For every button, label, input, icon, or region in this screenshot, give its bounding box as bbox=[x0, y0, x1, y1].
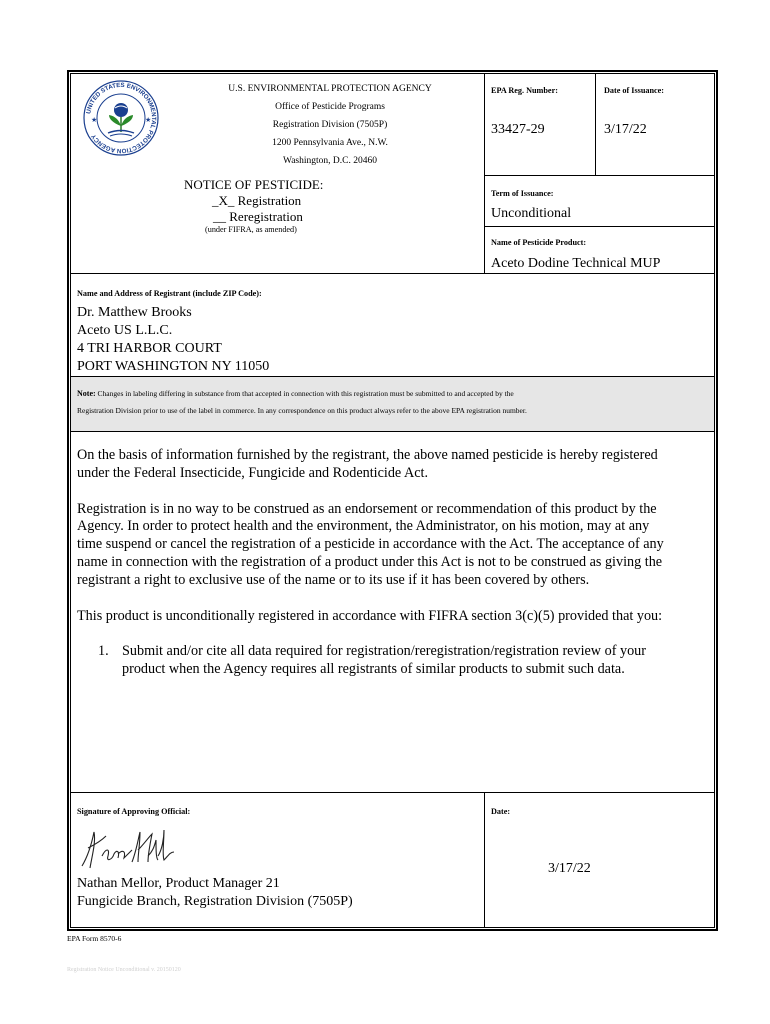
registrant-top-line bbox=[71, 273, 715, 274]
header-divider bbox=[484, 73, 485, 273]
note-label: Note: bbox=[77, 389, 96, 398]
registration-mark: _X_ bbox=[212, 193, 235, 208]
handwritten-signature bbox=[78, 826, 178, 874]
note-line-1 bbox=[77, 389, 514, 398]
date-label: Date: bbox=[491, 807, 511, 816]
svg-text:★: ★ bbox=[145, 116, 152, 124]
date-value: 3/17/22 bbox=[548, 861, 591, 876]
product-value: Aceto Dodine Technical MUP bbox=[491, 256, 661, 271]
registration-label: Registration bbox=[237, 193, 302, 208]
issuance-date-value: 3/17/22 bbox=[604, 122, 647, 137]
registrant-city: PORT WASHINGTON NY 11050 bbox=[77, 359, 270, 374]
product-label: Name of Pesticide Product: bbox=[491, 238, 587, 247]
form-version-watermark: Registration Notice Unconditional v. 20150120 bbox=[67, 967, 181, 973]
agency-name: U.S. ENVIRONMENTAL PROTECTION AGENCY bbox=[228, 84, 432, 94]
list-item-line-1: Submit and/or cite all data required for registration/reregistration/registration review of your bbox=[122, 643, 646, 659]
product-top-line bbox=[484, 226, 715, 227]
term-top-line bbox=[484, 175, 715, 176]
reg-number-value: 33427-29 bbox=[491, 122, 545, 137]
body-p2-line-3: time suspend or cancel the registration of a pesticide in accordance with the Act. The acceptance of any bbox=[77, 536, 664, 552]
registrant-label: Name and Address of Registrant (include ZIP Code): bbox=[77, 289, 262, 298]
svg-text:★: ★ bbox=[91, 116, 98, 124]
signature-top-line bbox=[71, 792, 715, 793]
signature-date-divider bbox=[484, 792, 485, 928]
reregistration-mark: __ bbox=[213, 209, 226, 224]
note-line-2: Registration Division prior to use of the label in commerce. In any correspondence on this product always refer to the above EPA registration number. bbox=[77, 406, 527, 415]
fifra-note: (under FIFRA, as amended) bbox=[205, 225, 297, 234]
note-top-line bbox=[71, 376, 715, 377]
body-p2-line-5: registrant a right to exclusive use of the name or to its use if it has been covered by others. bbox=[77, 572, 590, 588]
reg-date-divider bbox=[595, 73, 596, 175]
notice-title: NOTICE OF PESTICIDE: bbox=[184, 177, 324, 192]
body-p2-line-2: Agency. In order to protect health and the environment, the Administrator, on his motion, may at any bbox=[77, 518, 650, 534]
address-line-2: Washington, D.C. 20460 bbox=[283, 156, 377, 166]
registrant-street: 4 TRI HARBOR COURT bbox=[77, 341, 222, 356]
body-p2-line-4: name in connection with the registration of a product under this Act is not to be construed as giving the bbox=[77, 554, 663, 570]
reg-number-label: EPA Reg. Number: bbox=[491, 86, 558, 95]
division-name: Registration Division (7505P) bbox=[272, 120, 388, 130]
note-band bbox=[71, 377, 714, 431]
note-text-1: Changes in labeling differing in substance from that accepted in connection with this registration must be submitted to and accepted by the bbox=[97, 389, 514, 398]
term-value: Unconditional bbox=[491, 206, 572, 221]
body-top-line bbox=[71, 431, 715, 432]
signer-name: Nathan Mellor, Product Manager 21 bbox=[77, 876, 280, 891]
reregistration-option bbox=[213, 209, 303, 225]
body-p2-line-1: Registration is in no way to be construed as an endorsement or recommendation of this product by the bbox=[77, 501, 657, 517]
office-name: Office of Pesticide Programs bbox=[275, 102, 385, 112]
epa-seal-logo bbox=[82, 76, 160, 162]
reregistration-label: Reregistration bbox=[229, 209, 303, 224]
signature-label: Signature of Approving Official: bbox=[77, 807, 191, 816]
svg-text:UNITED STATES ENVIRONMENTAL PR: UNITED STATES ENVIRONMENTAL PROTECTION AGENCY bbox=[85, 81, 158, 155]
body-p3: This product is unconditionally registered in accordance with FIFRA section 3(c)(5) provided that you: bbox=[77, 608, 663, 624]
term-label: Term of Issuance: bbox=[491, 189, 554, 198]
address-line-1: 1200 Pennsylvania Ave., N.W. bbox=[272, 138, 388, 148]
body-p1-line-1: On the basis of information furnished by the registrant, the above named pesticide is hereby registered bbox=[77, 447, 658, 463]
form-number: EPA Form 8570-6 bbox=[67, 934, 122, 943]
registration-option bbox=[212, 193, 301, 209]
body-p1-line-2: under the Federal Insecticide, Fungicide and Rodenticide Act. bbox=[77, 465, 429, 481]
registrant-company: Aceto US L.L.C. bbox=[77, 323, 173, 338]
list-item-number: 1. bbox=[98, 643, 109, 659]
issuance-date-label: Date of Issuance: bbox=[604, 86, 665, 95]
registrant-name: Dr. Matthew Brooks bbox=[77, 305, 192, 320]
signer-title: Fungicide Branch, Registration Division (7505P) bbox=[77, 894, 353, 909]
list-item-line-2: product when the Agency requires all registrants of similar products to submit such data. bbox=[122, 661, 625, 677]
